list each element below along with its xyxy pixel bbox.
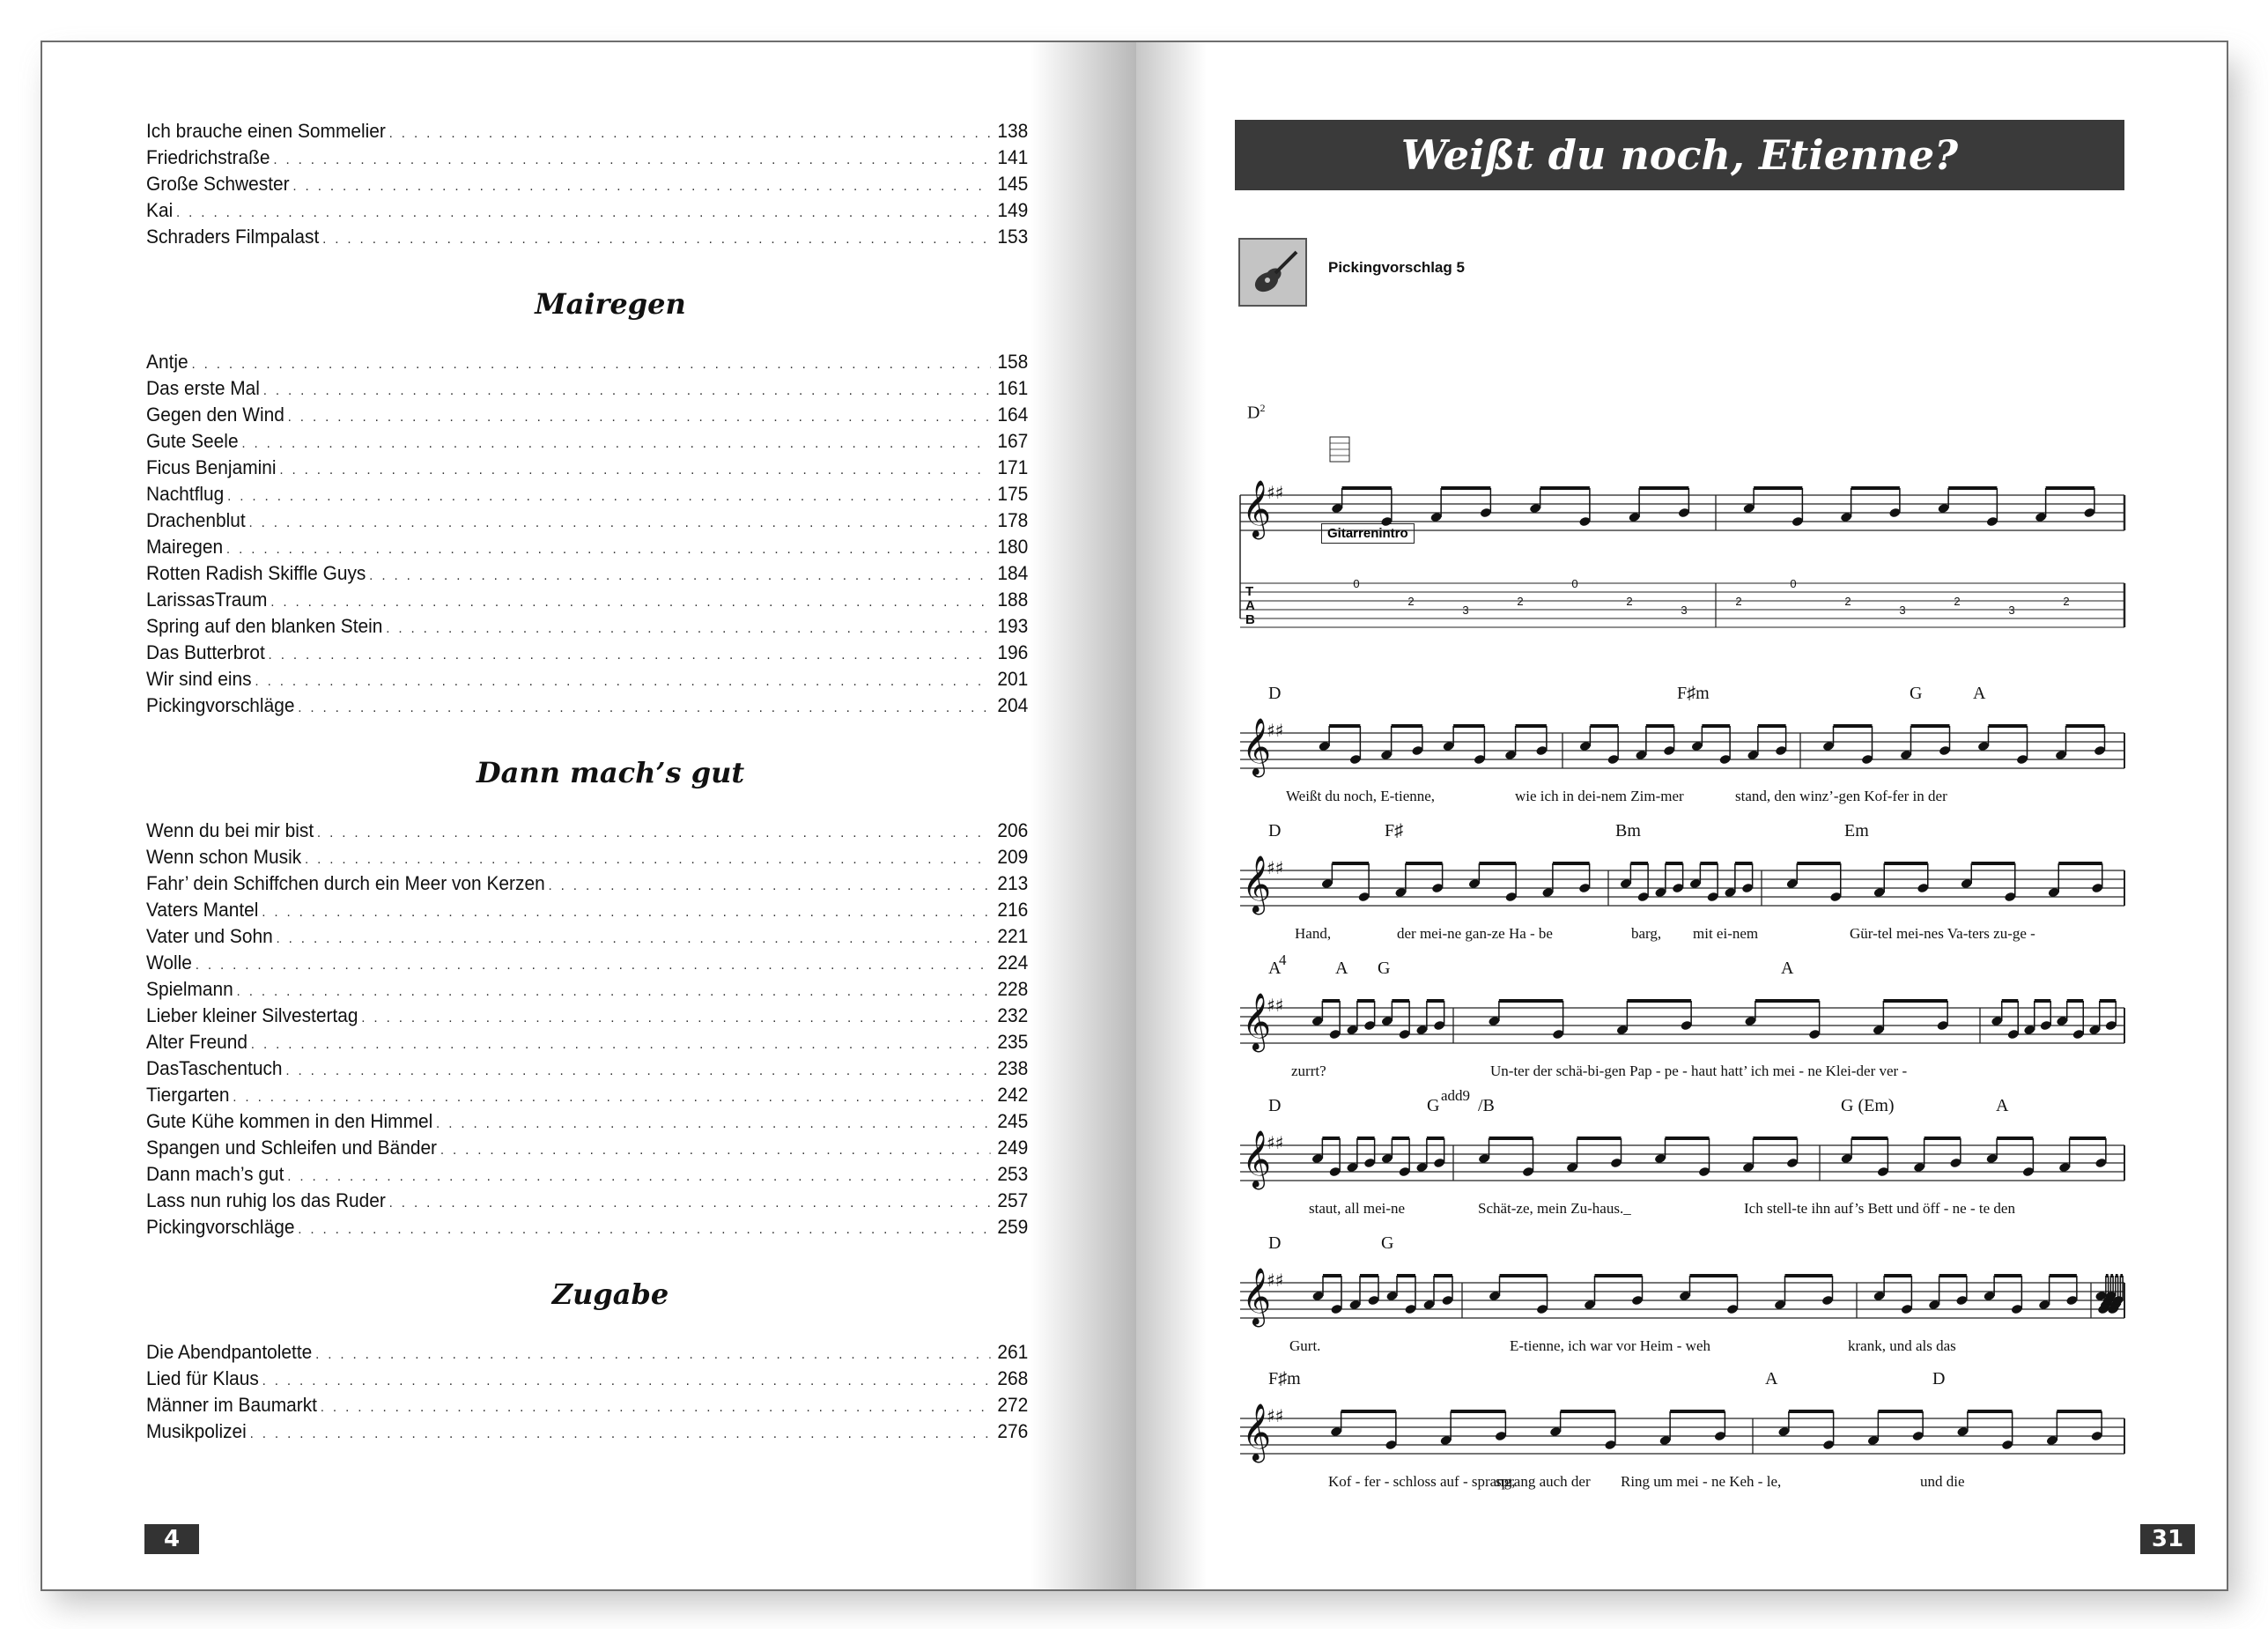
table-of-contents [146, 120, 1075, 1447]
toc-entry[interactable] [146, 1189, 1028, 1216]
toc-leader-dots [249, 515, 991, 531]
lyric-line: Un-ter der schä-bi-gen Pap - pe - haut hatt’ ich mei - ne Klei-der ver - [1490, 1063, 1908, 1079]
toc-entry-title: Gute Kühe kommen in den Himmel [146, 1110, 433, 1132]
toc-entry-title: Lied für Klaus [146, 1367, 259, 1389]
toc-leader-dots [233, 1090, 991, 1106]
toc-leader-dots [389, 1196, 991, 1211]
intro-chord-sup: 2 [1260, 402, 1266, 414]
toc-entry-page: 224 [997, 951, 1029, 974]
toc-entry[interactable] [146, 872, 1028, 899]
toc-entry[interactable] [146, 615, 1028, 641]
chord-symbol: Bm [1615, 821, 1641, 840]
toc-leader-dots [317, 826, 991, 841]
toc-leader-dots [440, 1143, 991, 1159]
toc-leader-dots [270, 595, 991, 611]
tab-fret-number: 0 [1353, 577, 1360, 590]
toc-entry-title: Pickingvorschläge [146, 1216, 295, 1238]
toc-entry-title: Das erste Mal [146, 377, 260, 399]
lyric-line: barg, [1631, 925, 1662, 942]
toc-leader-dots [369, 568, 991, 584]
toc-entry-title: Gegen den Wind [146, 404, 284, 426]
chord-symbol: /B [1478, 1096, 1495, 1115]
toc-entry-title: Gute Seele [146, 430, 239, 452]
tab-fret-number: 2 [2063, 595, 2070, 608]
toc-entry-title: Antje [146, 351, 188, 373]
toc-entry-title: Dann mach’s gut [146, 1163, 284, 1185]
tab-fret-number: 3 [2008, 603, 2015, 617]
toc-entry[interactable] [146, 351, 1028, 377]
key-sharp-icon: ♯♯ [1267, 995, 1284, 1016]
toc-entry-page: 167 [997, 430, 1029, 452]
toc-entry[interactable] [146, 1341, 1028, 1367]
treble-clef-icon: 𝄞 [1242, 480, 1272, 537]
toc-entry-title: Nachtflug [146, 483, 225, 505]
toc-leader-dots [263, 383, 991, 399]
chord-symbol: G [1378, 959, 1391, 978]
toc-entry-title: Pickingvorschläge [146, 694, 295, 716]
tab-fret-number: 3 [1462, 603, 1469, 617]
chord-symbol: F♯ [1385, 821, 1404, 840]
toc-leader-dots [191, 357, 990, 373]
toc-entry-page: 216 [997, 899, 1029, 921]
toc-entry-title: Lass nun ruhig los das Ruder [146, 1189, 386, 1211]
tab-fret-number: 2 [1517, 595, 1524, 608]
section-heading: Dann mach’s gut [476, 756, 745, 789]
toc-leader-dots [361, 1011, 991, 1026]
tab-fret-number: 2 [1407, 595, 1415, 608]
tab-clef-letter: B [1245, 612, 1255, 627]
toc-leader-dots [322, 232, 991, 248]
toc-entry[interactable] [146, 1163, 1028, 1189]
toc-entry-title: Kai [146, 199, 174, 221]
chord-symbol: Em [1844, 821, 1869, 840]
key-sharp-icon: ♯♯ [1267, 1270, 1284, 1291]
key-sharp-icon: ♯♯ [1267, 857, 1284, 878]
toc-leader-dots [305, 852, 991, 868]
toc-entry-page: 268 [997, 1367, 1029, 1389]
toc-entry-page: 193 [997, 615, 1029, 637]
lyric-line: krank, und als das [1848, 1337, 1956, 1354]
toc-entry-title: Große Schwester [146, 173, 290, 195]
page-number-right: 31 [2140, 1524, 2195, 1554]
toc-entry-title: Männer im Baumarkt [146, 1394, 317, 1416]
toc-leader-dots [277, 931, 991, 947]
toc-entry-page: 242 [997, 1084, 1029, 1106]
section-heading: Mairegen [535, 287, 686, 321]
toc-entry-page: 175 [997, 483, 1029, 505]
lyric-line: Schät-ze, mein Zu-haus._ [1478, 1200, 1631, 1217]
toc-entry-page: 204 [997, 694, 1029, 716]
toc-entry-title: Spring auf den blanken Stein [146, 615, 383, 637]
toc-entry[interactable] [146, 1004, 1028, 1031]
toc-entry[interactable] [146, 1420, 1028, 1447]
chord-symbol: D [1268, 684, 1282, 703]
toc-leader-dots [279, 463, 990, 478]
toc-leader-dots [237, 984, 991, 1000]
lyric-line: Weißt du noch, E-tienne, [1286, 788, 1436, 804]
toc-entry-page: 184 [997, 562, 1029, 584]
lyric-line: stand, den winz’-gen Kof-fer in der [1735, 788, 1947, 804]
toc-entry[interactable] [146, 1110, 1028, 1137]
lyric-line: und die [1920, 1473, 1965, 1490]
chord-symbol: A [1268, 959, 1282, 978]
lyric-line: wie ich in dei-nem Zim-mer [1515, 788, 1684, 804]
toc-entry-title: Ficus Benjamini [146, 456, 277, 478]
toc-entry-title: Musikpolizei [146, 1420, 247, 1442]
toc-entry[interactable] [146, 899, 1028, 925]
lyric-line: Gür-tel mei-nes Va-ters zu-ge - [1850, 925, 2035, 942]
sheet-music [1136, 42, 2228, 1593]
toc-entry-page: 153 [997, 226, 1029, 248]
key-sharp-icon: ♯♯ [1267, 720, 1284, 741]
toc-entry[interactable] [146, 641, 1028, 668]
lyric-line: zurrt? [1291, 1063, 1326, 1079]
toc-entry[interactable] [146, 1084, 1028, 1110]
section-heading: Zugabe [551, 1277, 669, 1311]
key-sharp-icon: ♯♯ [1267, 1405, 1284, 1426]
toc-entry-page: 221 [997, 925, 1029, 947]
toc-entry-page: 253 [997, 1163, 1029, 1185]
chord-symbol: F♯m [1268, 1369, 1301, 1388]
toc-entry[interactable] [146, 978, 1028, 1004]
toc-entry-page: 238 [997, 1057, 1029, 1079]
chord-symbol: G [1427, 1096, 1440, 1115]
lyric-line: Kof - fer - schloss auf - sprang, [1328, 1473, 1516, 1490]
tab-clef-letter: A [1245, 598, 1255, 613]
toc-entry-title: Das Butterbrot [146, 641, 265, 663]
toc-entry-page: 158 [997, 351, 1029, 373]
toc-entry-title: Mairegen [146, 536, 224, 558]
toc-entry-title: Spielmann [146, 978, 233, 1000]
right-page [1136, 41, 2228, 1591]
toc-leader-dots [226, 542, 991, 558]
lyric-line: der mei-ne gan-ze Ha - be [1397, 925, 1553, 942]
toc-entry-title: LarissasTraum [146, 589, 268, 611]
toc-entry-page: 138 [997, 120, 1029, 142]
chord-symbol: D [1268, 1096, 1282, 1115]
tab-fret-number: 2 [1735, 595, 1742, 608]
chord-symbol: G [1381, 1233, 1394, 1253]
toc-entry[interactable] [146, 430, 1028, 456]
tab-fret-number: 2 [1626, 595, 1633, 608]
toc-entry[interactable] [146, 1394, 1028, 1420]
toc-entry-title: Drachenblut [146, 509, 246, 531]
toc-entry-page: 196 [997, 641, 1029, 663]
toc-entry-page: 261 [997, 1341, 1029, 1363]
toc-entry[interactable] [146, 846, 1028, 872]
key-sharp-icon: ♯♯ [1267, 482, 1284, 503]
lyric-line: mit ei-nem [1693, 925, 1759, 942]
tab-fret-number: 3 [1899, 603, 1906, 617]
toc-entry-title: Spangen und Schleifen und Bänder [146, 1137, 438, 1159]
toc-entry[interactable] [146, 562, 1028, 589]
treble-clef-icon: 𝄞 [1242, 1268, 1272, 1325]
toc-leader-dots [389, 126, 991, 142]
tab-fret-number: 0 [1571, 577, 1578, 590]
left-page [41, 41, 1136, 1591]
toc-entry[interactable] [146, 120, 1028, 146]
toc-entry-page: 257 [997, 1189, 1029, 1211]
lyric-line: Ring um mei - ne Keh - le, [1621, 1473, 1782, 1490]
toc-entry-page: 145 [997, 173, 1029, 195]
toc-entry-page: 272 [997, 1394, 1029, 1416]
toc-entry-title: Rotten Radish Skiffle Guys [146, 562, 366, 584]
toc-entry-page: 188 [997, 589, 1029, 611]
toc-entry-page: 149 [997, 199, 1029, 221]
toc-entry-page: 235 [997, 1031, 1029, 1053]
treble-clef-icon: 𝄞 [1242, 1130, 1272, 1188]
tab-fret-number: 3 [1681, 603, 1688, 617]
chord-symbol: G (Em) [1841, 1096, 1895, 1115]
toc-leader-dots [315, 1347, 991, 1363]
toc-leader-dots [436, 1116, 991, 1132]
toc-entry-page: 161 [997, 377, 1029, 399]
tab-fret-number: 2 [1954, 595, 1961, 608]
chord-symbol: A [1973, 684, 1986, 703]
lyric-line: Gurt. [1289, 1337, 1321, 1354]
chord-symbol: A [1996, 1096, 2009, 1115]
toc-entry[interactable] [146, 1031, 1028, 1057]
toc-entry[interactable] [146, 951, 1028, 978]
toc-leader-dots [288, 410, 991, 426]
toc-entry[interactable] [146, 819, 1028, 846]
toc-entry-page: 178 [997, 509, 1029, 531]
toc-entry-page: 249 [997, 1137, 1029, 1159]
toc-leader-dots [251, 1037, 991, 1053]
intro-chord-name: D [1247, 403, 1260, 423]
toc-entry-page: 276 [997, 1420, 1029, 1442]
toc-entry[interactable] [146, 456, 1028, 483]
lyric-line: E-tienne, ich war vor Heim - weh [1510, 1337, 1710, 1354]
toc-leader-dots [386, 621, 991, 637]
toc-entry-title: Lieber kleiner Silvestertag [146, 1004, 358, 1026]
toc-entry[interactable] [146, 483, 1028, 509]
toc-entry-page: 180 [997, 536, 1029, 558]
toc-leader-dots [241, 436, 990, 452]
toc-entry-title: Tiergarten [146, 1084, 230, 1106]
toc-entry-title: Die Abendpantolette [146, 1341, 313, 1363]
toc-leader-dots [287, 1169, 991, 1185]
toc-entry-page: 201 [997, 668, 1029, 690]
toc-entry-page: 228 [997, 978, 1029, 1000]
toc-entry-page: 206 [997, 819, 1029, 841]
toc-entry-title: Fahr’ dein Schiffchen durch ein Meer von Kerzen [146, 872, 545, 894]
toc-entry[interactable] [146, 668, 1028, 694]
chord-symbol: A [1781, 959, 1794, 978]
chord-symbol: D [1268, 821, 1282, 840]
toc-entry[interactable] [146, 146, 1028, 173]
chord-symbol: G [1910, 684, 1923, 703]
toc-entry-title: Wenn du bei mir bist [146, 819, 314, 841]
toc-leader-dots [262, 905, 991, 921]
tab-clef-letter: T [1245, 584, 1254, 599]
lyric-line: Hand, [1295, 925, 1332, 942]
toc-entry[interactable] [146, 694, 1028, 721]
toc-entry[interactable] [146, 1216, 1028, 1242]
toc-entry-title: Schraders Filmpalast [146, 226, 320, 248]
toc-entry[interactable] [146, 173, 1028, 199]
toc-leader-dots [298, 1222, 991, 1238]
toc-entry[interactable] [146, 509, 1028, 536]
toc-entry-title: Alter Freund [146, 1031, 248, 1053]
toc-entry-page: 171 [997, 456, 1029, 478]
tab-fret-number: 0 [1790, 577, 1797, 590]
toc-entry[interactable] [146, 1137, 1028, 1163]
toc-entry[interactable] [146, 404, 1028, 430]
tab-fret-number: 2 [1844, 595, 1851, 608]
toc-leader-dots [196, 958, 991, 974]
toc-entry-page: 213 [997, 872, 1029, 894]
toc-entry-page: 209 [997, 846, 1029, 868]
toc-entry-page: 259 [997, 1216, 1029, 1238]
chord-symbol: D [1268, 1233, 1282, 1253]
picking-label: Pickingvorschlag 5 [1328, 259, 1465, 276]
toc-entry-title: Wir sind eins [146, 668, 252, 690]
chord-symbol: A [1765, 1369, 1778, 1388]
chord-sup: add9 [1441, 1087, 1471, 1104]
toc-entry-title: DasTaschentuch [146, 1057, 283, 1079]
page-number-left: 4 [144, 1524, 199, 1554]
toc-leader-dots [549, 878, 991, 894]
toc-entry-page: 232 [997, 1004, 1029, 1026]
toc-entry[interactable] [146, 1367, 1028, 1394]
lyric-line: sprang auch der [1496, 1473, 1591, 1490]
lyric-line: staut, all mei-ne [1309, 1200, 1406, 1217]
toc-entry[interactable] [146, 925, 1028, 951]
toc-entry-title: Ich brauche einen Sommelier [146, 120, 386, 142]
toc-leader-dots [298, 700, 991, 716]
toc-entry-title: Vaters Mantel [146, 899, 259, 921]
toc-leader-dots [292, 179, 990, 195]
toc-entry-page: 164 [997, 404, 1029, 426]
toc-entry[interactable] [146, 1057, 1028, 1084]
chord-symbol: A [1335, 959, 1348, 978]
toc-entry-title: Wolle [146, 951, 192, 974]
lyric-line: Ich stell-te ihn auf’s Bett und öff - ne - te den [1744, 1200, 2015, 1217]
toc-leader-dots [227, 489, 991, 505]
toc-entry-title: Wenn schon Musik [146, 846, 302, 868]
treble-clef-icon: 𝄞 [1242, 718, 1272, 775]
chord-sup: 4 [1279, 951, 1287, 968]
treble-clef-icon: 𝄞 [1242, 993, 1272, 1050]
intro-label: Gitarrenintro [1321, 523, 1415, 544]
key-sharp-icon: ♯♯ [1267, 1132, 1284, 1153]
treble-clef-icon: 𝄞 [1242, 1403, 1272, 1461]
song-title: Weißt du noch, Etienne? [1235, 120, 2124, 190]
toc-entry[interactable] [146, 536, 1028, 562]
toc-entry-title: Vater und Sohn [146, 925, 273, 947]
toc-leader-dots [285, 1063, 990, 1079]
toc-entry[interactable] [146, 377, 1028, 404]
toc-entry[interactable] [146, 226, 1028, 252]
toc-entry-page: 245 [997, 1110, 1029, 1132]
toc-entry-page: 141 [997, 146, 1029, 168]
toc-leader-dots [176, 205, 991, 221]
toc-leader-dots [273, 152, 990, 168]
toc-leader-dots [269, 648, 991, 663]
chord-symbol: F♯m [1677, 684, 1710, 703]
toc-leader-dots [250, 1426, 991, 1442]
toc-leader-dots [321, 1400, 991, 1416]
toc-leader-dots [255, 674, 990, 690]
treble-clef-icon: 𝄞 [1242, 855, 1272, 913]
toc-entry-title: Friedrichstraße [146, 146, 270, 168]
toc-entry[interactable] [146, 589, 1028, 615]
chord-symbol: D [1932, 1369, 1946, 1388]
toc-leader-dots [262, 1374, 991, 1389]
toc-entry[interactable] [146, 199, 1028, 226]
